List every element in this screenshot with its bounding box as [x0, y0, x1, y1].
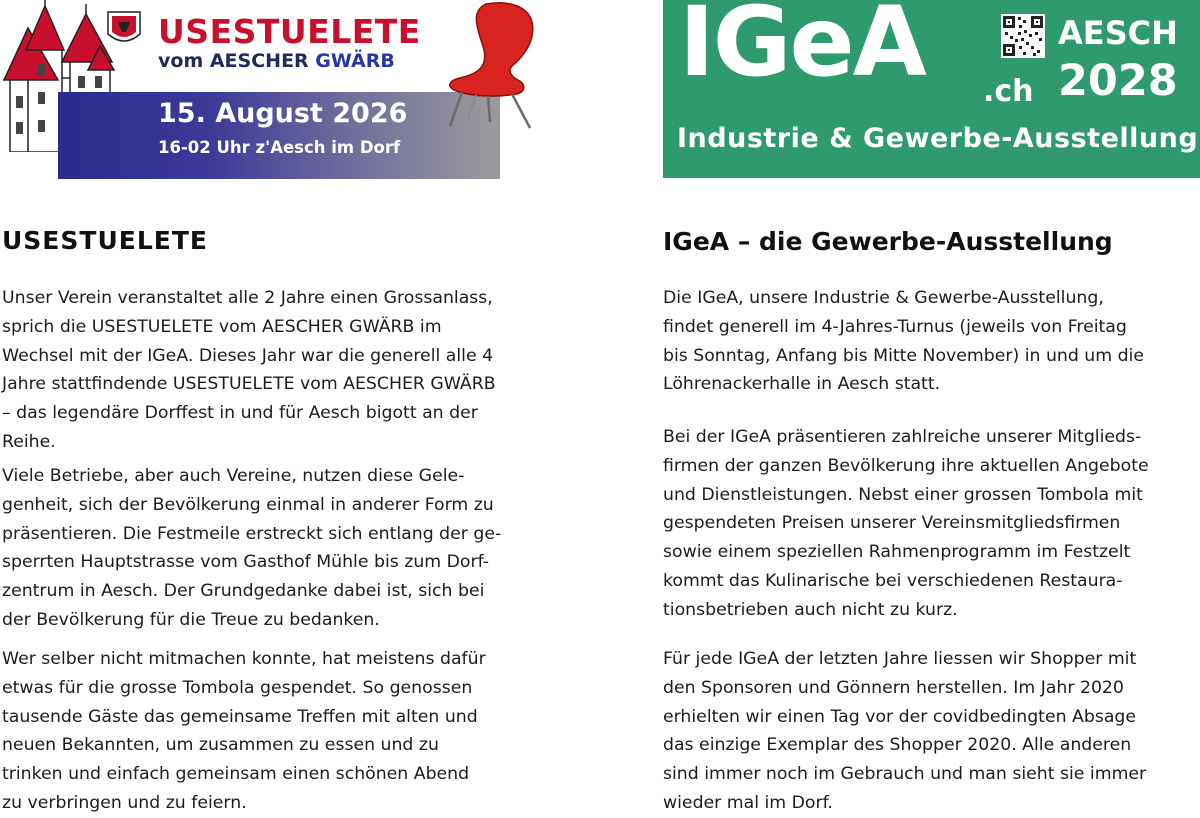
usestuelete-paragraph-2 [2, 462, 542, 635]
text-line: tausende Gäste das gemeinsame Treffen mit alten und [2, 706, 478, 727]
usestuelete-subtitle [158, 50, 395, 72]
text-line: genheit, sich der Bevölkerung einmal in anderer Form zu [2, 494, 494, 515]
igea-year: 2028 [1058, 56, 1178, 106]
text-line: den Sponsoren und Gönnern herstellen. Im Jahr 2020 [663, 677, 1124, 698]
text-line: Jahre stattfindende USESTUELETE vom AESCHER GWÄRB [2, 374, 496, 395]
igea-paragraph-2 [663, 423, 1200, 625]
text-line: gespendeten Preisen unserer Vereinsmitgliedsfirmen [663, 513, 1121, 534]
text-line: Löhrenackerhalle in Aesch statt. [663, 374, 941, 395]
text-line: kommt das Kulinarische bei verschiedenen Restaura- [663, 570, 1123, 591]
text-line: Reihe. [2, 431, 56, 452]
text-line: erhielten wir einen Tag vor der covidbedingten Absage [663, 706, 1137, 727]
igea-paragraph-1 [663, 284, 1200, 399]
text-line: – das legendäre Dorffest in und für Aesch bigott an der [2, 403, 478, 424]
subtitle-accent: GWÄRB [315, 50, 395, 72]
text-line: Wer selber nicht mitmachen konnte, hat meistens dafür [2, 649, 486, 669]
text-line: etwas für die grosse Tombola gespendet. So genossen [2, 677, 473, 698]
text-line: präsentieren. Die Festmeile erstreckt sich entlang der ge- [2, 523, 502, 544]
text-line: Die IGeA, unsere Industrie & Gewerbe-Ausstellung, [663, 288, 1104, 308]
igea-logo: IGeA [679, 0, 925, 98]
text-line: tionsbetrieben auch nicht zu kurz. [663, 599, 958, 620]
text-line: trinken und einfach gemeinsam einen schönen Abend [2, 764, 470, 785]
igea-tagline: Industrie & Gewerbe-Ausstellung [677, 123, 1199, 154]
igea-banner [663, 0, 1200, 178]
text-line: wieder mal im Dorf. [663, 792, 833, 813]
text-line: sind immer noch im Gebrauch und man sieht sie immer [663, 764, 1147, 785]
text-line: Viele Betriebe, aber auch Vereine, nutzen diese Gele- [2, 466, 465, 486]
igea-heading: IGeA – die Gewerbe-Ausstellung [663, 227, 1113, 256]
igea-place: AESCH [1058, 14, 1178, 52]
event-date: 15. August 2026 [158, 98, 408, 129]
text-line: und Dienstleistungen. Nebst einer grossen Tombola mit [663, 484, 1143, 505]
usestuelete-paragraph-1 [2, 284, 542, 457]
red-chair-illustration [428, 0, 540, 130]
text-line: firmen der ganzen Bevölkerung ihre aktuellen Angebote [663, 455, 1149, 476]
text-line: Unser Verein veranstaltet alle 2 Jahre einen Grossanlass, [2, 288, 493, 308]
text-line: Wechsel mit der IGeA. Dieses Jahr war die generell alle 4 [2, 345, 494, 366]
text-line: findet generell im 4-Jahres-Turnus (jeweils von Freitag [663, 316, 1127, 337]
usestuelete-title: USESTUELETE [158, 12, 421, 51]
usestuelete-banner [0, 0, 540, 185]
subtitle-prefix: vom AESCHER [158, 50, 316, 72]
text-line: neuen Bekannten, um zusammen zu essen und zu [2, 735, 439, 756]
usestuelete-heading: USESTUELETE [2, 226, 208, 255]
text-line: Bei der IGeA präsentieren zahlreiche unserer Mitglieds- [663, 427, 1142, 447]
text-line: zu verbringen und zu feiern. [2, 792, 247, 813]
text-line: Für jede IGeA der letzten Jahre liessen wir Shopper mit [663, 649, 1137, 669]
text-line: sprich die USESTUELETE vom AESCHER GWÄRB im [2, 316, 442, 337]
text-line: bis Sonntag, Anfang bis Mitte November) in und um die [663, 345, 1144, 366]
text-line: der Bevölkerung für die Treue zu bedanken. [2, 609, 380, 630]
igea-paragraph-3 [663, 645, 1200, 818]
qr-code-icon[interactable] [1001, 14, 1045, 58]
text-line: das einzige Exemplar des Shopper 2020. Alle anderen [663, 735, 1132, 756]
text-line: sperrten Hauptstrasse vom Gasthof Mühle bis zum Dorf- [2, 552, 489, 573]
usestuelete-paragraph-3 [2, 645, 542, 818]
igea-domain: .ch [983, 74, 1034, 109]
text-line: zentrum in Aesch. Der Grundgedanke dabei ist, sich bei [2, 581, 485, 602]
event-time-place: 16-02 Uhr z'Aesch im Dorf [158, 138, 401, 157]
text-line: sowie einem speziellen Rahmenprogramm im Festzelt [663, 542, 1131, 563]
